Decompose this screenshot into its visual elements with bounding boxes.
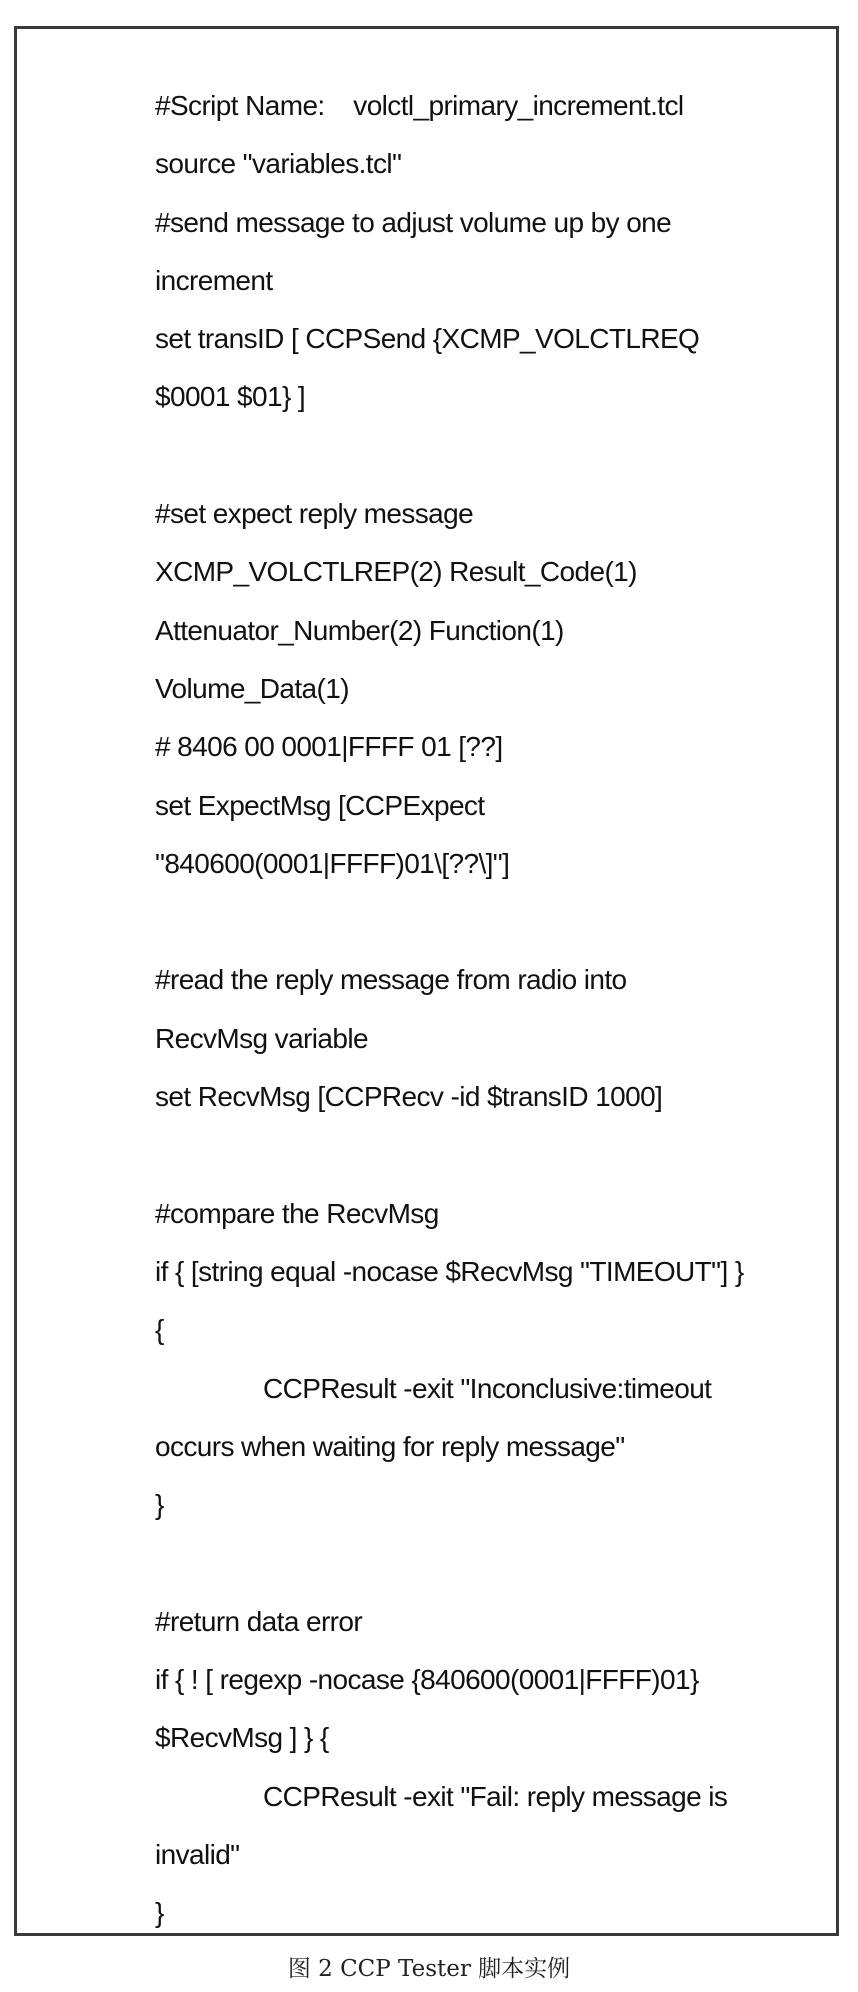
code-line-31: invalid"	[155, 1838, 240, 1870]
code-line-32: }	[155, 1897, 164, 1929]
code-line-17: RecvMsg variable	[155, 1022, 368, 1054]
code-line-8: #set expect reply message	[155, 498, 474, 530]
code-line-18: set RecvMsg [CCPRecv -id $transID 1000]	[155, 1081, 663, 1113]
code-line-21: if { [string equal -nocase $RecvMsg "TIMEOUT"] }	[155, 1255, 744, 1287]
code-line-4: increment	[155, 264, 273, 296]
figure-caption: 图 2 CCP Tester 脚本实例	[287, 1956, 571, 1982]
code-line-1: #Script Name: volctl_primary_increment.tcl	[155, 90, 684, 121]
code-line-22: {	[155, 1314, 164, 1346]
code-line-13: set ExpectMsg [CCPExpect	[155, 789, 485, 821]
code-line-28: if { ! [ regexp -nocase {840600(0001|FFFF)01}	[155, 1664, 699, 1696]
code-line-2: source "variables.tcl"	[155, 148, 402, 180]
code-line-24: occurs when waiting for reply message"	[155, 1430, 625, 1462]
code-line-16: #read the reply message from radio into	[155, 964, 627, 996]
script-code-lines	[155, 77, 744, 1943]
code-line-29: $RecvMsg ] } {	[155, 1722, 329, 1754]
code-line-9: XCMP_VOLCTLREP(2) Result_Code(1)	[155, 556, 637, 588]
code-line-23: CCPResult -exit "Inconclusive:timeout	[263, 1372, 712, 1404]
code-line-25: }	[155, 1489, 164, 1521]
code-line-11: Volume_Data(1)	[155, 672, 349, 704]
code-line-6: $0001 $01} ]	[155, 381, 306, 413]
code-line-15-blank	[155, 893, 744, 951]
script-code-box	[14, 26, 839, 1936]
code-line-30: CCPResult -exit "Fail: reply message is	[263, 1780, 728, 1812]
code-line-19-blank	[155, 1126, 744, 1184]
code-line-26-blank	[155, 1534, 744, 1592]
code-line-7-blank	[155, 427, 744, 485]
code-line-14: "840600(0001|FFFF)01\[??\]"]	[155, 847, 510, 879]
code-line-10: Attenuator_Number(2) Function(1)	[155, 614, 564, 646]
code-line-5: set transID [ CCPSend {XCMP_VOLCTLREQ	[155, 323, 700, 355]
code-line-12: # 8406 00 0001|FFFF 01 [??]	[155, 731, 503, 763]
code-line-27: #return data error	[155, 1605, 363, 1637]
code-line-20: #compare the RecvMsg	[155, 1197, 439, 1229]
code-line-3: #send message to adjust volume up by one	[155, 206, 672, 238]
